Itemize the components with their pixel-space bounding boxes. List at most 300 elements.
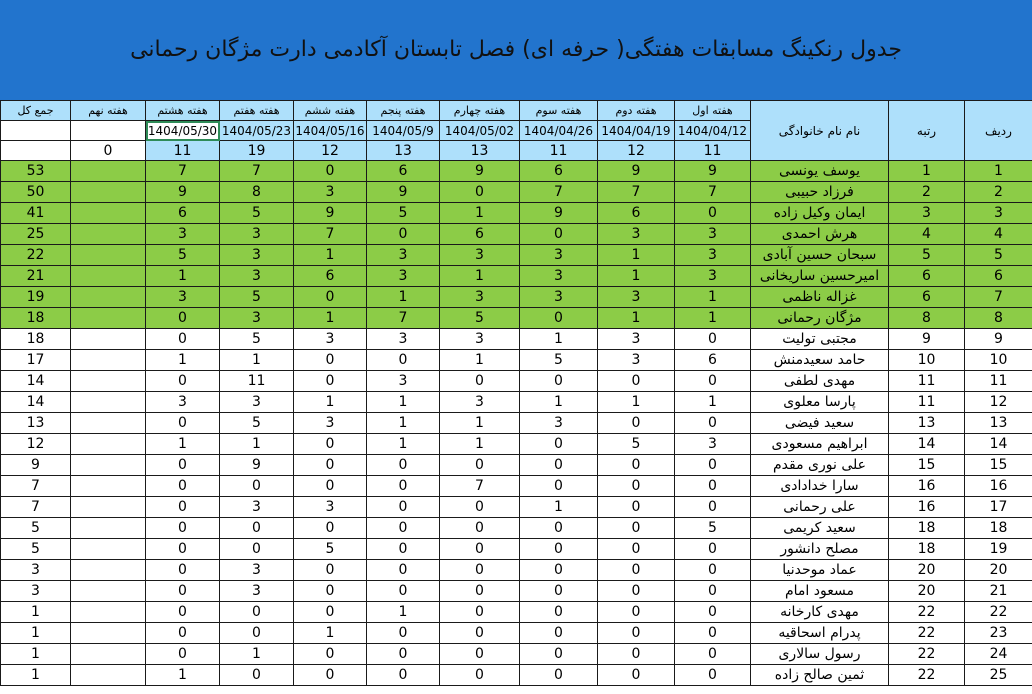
- row-number[interactable]: 12: [965, 392, 1032, 413]
- week6-cell[interactable]: 0: [294, 287, 367, 308]
- week1-cell[interactable]: 0: [675, 476, 751, 497]
- week6-cell[interactable]: 0: [294, 350, 367, 371]
- week3-cell[interactable]: 3: [520, 413, 598, 434]
- total-cell[interactable]: 50: [1, 182, 71, 203]
- week5-cell[interactable]: 0: [367, 350, 440, 371]
- total-cell[interactable]: 53: [1, 161, 71, 182]
- week4-cell[interactable]: 1: [440, 434, 520, 455]
- week5-cell[interactable]: 9: [367, 182, 440, 203]
- week5-cell[interactable]: 1: [367, 413, 440, 434]
- row-number[interactable]: 13: [965, 413, 1032, 434]
- rank-cell[interactable]: 20: [889, 560, 965, 581]
- week4-cell[interactable]: 0: [440, 518, 520, 539]
- total-cell[interactable]: 3: [1, 581, 71, 602]
- week2-cell[interactable]: 0: [598, 644, 675, 665]
- week8-cell[interactable]: 1: [146, 434, 220, 455]
- week3-count[interactable]: 11: [520, 141, 598, 161]
- total-cell[interactable]: 14: [1, 371, 71, 392]
- week7-cell[interactable]: 0: [220, 602, 294, 623]
- player-name[interactable]: سعید کریمی: [751, 518, 889, 539]
- week9-cell[interactable]: [71, 518, 146, 539]
- total-cell[interactable]: 19: [1, 287, 71, 308]
- week4-cell[interactable]: 0: [440, 581, 520, 602]
- week2-cell[interactable]: 1: [598, 392, 675, 413]
- total-cell[interactable]: 14: [1, 392, 71, 413]
- week4-cell[interactable]: 0: [440, 455, 520, 476]
- rank-cell[interactable]: 11: [889, 371, 965, 392]
- week1-cell[interactable]: 0: [675, 560, 751, 581]
- week6-cell[interactable]: 0: [294, 581, 367, 602]
- week4-cell[interactable]: 0: [440, 560, 520, 581]
- week3-cell[interactable]: 0: [520, 602, 598, 623]
- week8-cell[interactable]: 1: [146, 266, 220, 287]
- week7-cell[interactable]: 0: [220, 518, 294, 539]
- week6-count[interactable]: 12: [294, 141, 367, 161]
- week3-cell[interactable]: 0: [520, 308, 598, 329]
- week2-cell[interactable]: 1: [598, 245, 675, 266]
- week3-cell[interactable]: 5: [520, 350, 598, 371]
- week2-cell[interactable]: 0: [598, 455, 675, 476]
- week4-count[interactable]: 13: [440, 141, 520, 161]
- week5-cell[interactable]: 3: [367, 266, 440, 287]
- week1-cell[interactable]: 0: [675, 203, 751, 224]
- player-name[interactable]: ابراهیم مسعودی: [751, 434, 889, 455]
- week9-cell[interactable]: [71, 329, 146, 350]
- week7-cell[interactable]: 5: [220, 287, 294, 308]
- week2-label[interactable]: هفته دوم: [598, 101, 675, 121]
- row-number[interactable]: 24: [965, 644, 1032, 665]
- player-name[interactable]: مسعود امام: [751, 581, 889, 602]
- week6-cell[interactable]: 1: [294, 308, 367, 329]
- week7-cell[interactable]: 3: [220, 392, 294, 413]
- week4-cell[interactable]: 0: [440, 644, 520, 665]
- week2-cell[interactable]: 7: [598, 182, 675, 203]
- week6-cell[interactable]: 5: [294, 539, 367, 560]
- total-cell[interactable]: 17: [1, 350, 71, 371]
- week5-cell[interactable]: 0: [367, 476, 440, 497]
- player-name[interactable]: مصلح دانشور: [751, 539, 889, 560]
- week3-date[interactable]: 1404/04/26: [520, 121, 598, 141]
- week2-cell[interactable]: 6: [598, 203, 675, 224]
- week4-cell[interactable]: 0: [440, 371, 520, 392]
- row-number[interactable]: 7: [965, 287, 1032, 308]
- week1-cell[interactable]: 0: [675, 644, 751, 665]
- week2-cell[interactable]: 3: [598, 350, 675, 371]
- week7-cell[interactable]: 3: [220, 266, 294, 287]
- week6-cell[interactable]: 3: [294, 329, 367, 350]
- week8-cell[interactable]: 0: [146, 602, 220, 623]
- week4-cell[interactable]: 7: [440, 476, 520, 497]
- week5-cell[interactable]: 0: [367, 455, 440, 476]
- week4-cell[interactable]: 0: [440, 623, 520, 644]
- total-cell[interactable]: 12: [1, 434, 71, 455]
- week1-cell[interactable]: 0: [675, 539, 751, 560]
- week7-cell[interactable]: 9: [220, 455, 294, 476]
- week9-cell[interactable]: [71, 371, 146, 392]
- week8-cell[interactable]: 0: [146, 518, 220, 539]
- week8-cell[interactable]: 6: [146, 203, 220, 224]
- week4-cell[interactable]: 1: [440, 266, 520, 287]
- week9-cell[interactable]: [71, 644, 146, 665]
- row-number[interactable]: 6: [965, 266, 1032, 287]
- rank-cell[interactable]: 22: [889, 665, 965, 686]
- week8-cell[interactable]: 0: [146, 371, 220, 392]
- row-number[interactable]: 20: [965, 560, 1032, 581]
- player-name[interactable]: علی رحمانی: [751, 497, 889, 518]
- row-number[interactable]: 5: [965, 245, 1032, 266]
- week8-cell[interactable]: 0: [146, 581, 220, 602]
- rank-cell[interactable]: 22: [889, 602, 965, 623]
- week5-cell[interactable]: 1: [367, 287, 440, 308]
- week7-cell[interactable]: 7: [220, 161, 294, 182]
- week6-cell[interactable]: 0: [294, 560, 367, 581]
- total-cell[interactable]: 13: [1, 413, 71, 434]
- week1-cell[interactable]: 0: [675, 623, 751, 644]
- week8-cell[interactable]: 0: [146, 308, 220, 329]
- week6-cell[interactable]: 3: [294, 413, 367, 434]
- week7-cell[interactable]: 3: [220, 308, 294, 329]
- week6-cell[interactable]: 0: [294, 455, 367, 476]
- week4-cell[interactable]: 1: [440, 203, 520, 224]
- week8-cell[interactable]: 0: [146, 329, 220, 350]
- row-number[interactable]: 8: [965, 308, 1032, 329]
- player-name[interactable]: سارا خدادادی: [751, 476, 889, 497]
- week6-cell[interactable]: 1: [294, 245, 367, 266]
- week5-date[interactable]: 1404/05/9: [367, 121, 440, 141]
- week2-cell[interactable]: 0: [598, 413, 675, 434]
- week7-cell[interactable]: 0: [220, 623, 294, 644]
- week7-cell[interactable]: 1: [220, 350, 294, 371]
- week9-cell[interactable]: [71, 602, 146, 623]
- name-header[interactable]: نام نام خانوادگی: [751, 101, 889, 161]
- week7-date[interactable]: 1404/05/23: [220, 121, 294, 141]
- rank-cell[interactable]: 1: [889, 161, 965, 182]
- week3-cell[interactable]: 3: [520, 245, 598, 266]
- week3-cell[interactable]: 0: [520, 539, 598, 560]
- week5-cell[interactable]: 1: [367, 392, 440, 413]
- week3-cell[interactable]: 0: [520, 224, 598, 245]
- week3-cell[interactable]: 0: [520, 518, 598, 539]
- total-cell[interactable]: 18: [1, 308, 71, 329]
- rank-cell[interactable]: 2: [889, 182, 965, 203]
- week5-cell[interactable]: 1: [367, 434, 440, 455]
- week9-cell[interactable]: [71, 665, 146, 686]
- week4-cell[interactable]: 3: [440, 392, 520, 413]
- week4-cell[interactable]: 1: [440, 350, 520, 371]
- player-name[interactable]: حامد سعیدمنش: [751, 350, 889, 371]
- week5-cell[interactable]: 3: [367, 245, 440, 266]
- week6-cell[interactable]: 7: [294, 224, 367, 245]
- week1-cell[interactable]: 0: [675, 665, 751, 686]
- week2-cell[interactable]: 0: [598, 581, 675, 602]
- player-name[interactable]: عماد موحدنیا: [751, 560, 889, 581]
- week5-cell[interactable]: 0: [367, 581, 440, 602]
- rank-cell[interactable]: 16: [889, 476, 965, 497]
- week9-cell[interactable]: [71, 623, 146, 644]
- week5-cell[interactable]: 0: [367, 539, 440, 560]
- player-name[interactable]: مجتبی تولیت: [751, 329, 889, 350]
- week3-cell[interactable]: 1: [520, 497, 598, 518]
- player-name[interactable]: یوسف یونسی: [751, 161, 889, 182]
- week3-cell[interactable]: 0: [520, 581, 598, 602]
- week5-cell[interactable]: 6: [367, 161, 440, 182]
- week4-cell[interactable]: 6: [440, 224, 520, 245]
- week7-cell[interactable]: 11: [220, 371, 294, 392]
- week3-cell[interactable]: 3: [520, 287, 598, 308]
- week8-label[interactable]: هفته هشتم: [146, 101, 220, 121]
- row-number[interactable]: 1: [965, 161, 1032, 182]
- week6-cell[interactable]: 0: [294, 161, 367, 182]
- week1-cell[interactable]: 0: [675, 413, 751, 434]
- week5-cell[interactable]: 3: [367, 329, 440, 350]
- week2-cell[interactable]: 0: [598, 476, 675, 497]
- week1-label[interactable]: هفته اول: [675, 101, 751, 121]
- week2-cell[interactable]: 3: [598, 287, 675, 308]
- week3-cell[interactable]: 6: [520, 161, 598, 182]
- week2-cell[interactable]: 1: [598, 266, 675, 287]
- week8-cell[interactable]: 3: [146, 224, 220, 245]
- week8-cell[interactable]: 0: [146, 644, 220, 665]
- week6-cell[interactable]: 0: [294, 602, 367, 623]
- week9-cell[interactable]: [71, 287, 146, 308]
- week5-cell[interactable]: 0: [367, 560, 440, 581]
- week4-cell[interactable]: 0: [440, 497, 520, 518]
- player-name[interactable]: پارسا معلوی: [751, 392, 889, 413]
- week8-cell[interactable]: 3: [146, 392, 220, 413]
- row-number[interactable]: 23: [965, 623, 1032, 644]
- total-cell[interactable]: 1: [1, 623, 71, 644]
- rank-header[interactable]: رتبه: [889, 101, 965, 161]
- week5-cell[interactable]: 0: [367, 644, 440, 665]
- week1-cell[interactable]: 0: [675, 455, 751, 476]
- rank-cell[interactable]: 14: [889, 434, 965, 455]
- week2-cell[interactable]: 0: [598, 602, 675, 623]
- week9-cell[interactable]: [71, 350, 146, 371]
- week3-cell[interactable]: 7: [520, 182, 598, 203]
- week7-count[interactable]: 19: [220, 141, 294, 161]
- week9-cell[interactable]: [71, 497, 146, 518]
- week5-count[interactable]: 13: [367, 141, 440, 161]
- week4-cell[interactable]: 3: [440, 245, 520, 266]
- total-cell[interactable]: 22: [1, 245, 71, 266]
- week1-cell[interactable]: 0: [675, 329, 751, 350]
- week9-cell[interactable]: [71, 434, 146, 455]
- week4-cell[interactable]: 9: [440, 161, 520, 182]
- week6-cell[interactable]: 1: [294, 623, 367, 644]
- week6-cell[interactable]: 0: [294, 434, 367, 455]
- player-name[interactable]: هرش احمدی: [751, 224, 889, 245]
- total-cell[interactable]: 25: [1, 224, 71, 245]
- rank-cell[interactable]: 20: [889, 581, 965, 602]
- player-name[interactable]: غزاله ناظمی: [751, 287, 889, 308]
- week6-label[interactable]: هفته ششم: [294, 101, 367, 121]
- week9-cell[interactable]: [71, 413, 146, 434]
- week3-label[interactable]: هفته سوم: [520, 101, 598, 121]
- total-header[interactable]: جمع کل: [1, 101, 71, 121]
- row-number[interactable]: 14: [965, 434, 1032, 455]
- total-cell[interactable]: 1: [1, 644, 71, 665]
- rank-cell[interactable]: 13: [889, 413, 965, 434]
- row-number[interactable]: 15: [965, 455, 1032, 476]
- rank-cell[interactable]: 22: [889, 644, 965, 665]
- player-name[interactable]: رسول سالاری: [751, 644, 889, 665]
- week9-cell[interactable]: [71, 224, 146, 245]
- week1-cell[interactable]: 0: [675, 497, 751, 518]
- player-name[interactable]: ایمان وکیل زاده: [751, 203, 889, 224]
- week2-cell[interactable]: 0: [598, 371, 675, 392]
- week8-cell[interactable]: 0: [146, 455, 220, 476]
- week1-cell[interactable]: 6: [675, 350, 751, 371]
- total-count-cell[interactable]: [1, 141, 71, 161]
- week1-cell[interactable]: 1: [675, 287, 751, 308]
- week1-cell[interactable]: 3: [675, 245, 751, 266]
- row-number[interactable]: 22: [965, 602, 1032, 623]
- week7-cell[interactable]: 0: [220, 665, 294, 686]
- week2-cell[interactable]: 5: [598, 434, 675, 455]
- week7-cell[interactable]: 3: [220, 245, 294, 266]
- week6-cell[interactable]: 0: [294, 644, 367, 665]
- week4-cell[interactable]: 0: [440, 182, 520, 203]
- row-number[interactable]: 16: [965, 476, 1032, 497]
- rank-cell[interactable]: 16: [889, 497, 965, 518]
- week9-cell[interactable]: [71, 161, 146, 182]
- week1-cell[interactable]: 0: [675, 602, 751, 623]
- player-name[interactable]: فرزاد حبیبی: [751, 182, 889, 203]
- week2-cell[interactable]: 0: [598, 623, 675, 644]
- rank-cell[interactable]: 15: [889, 455, 965, 476]
- week6-cell[interactable]: 6: [294, 266, 367, 287]
- total-cell[interactable]: 1: [1, 602, 71, 623]
- week1-cell[interactable]: 0: [675, 371, 751, 392]
- rank-cell[interactable]: 6: [889, 266, 965, 287]
- week8-cell[interactable]: 0: [146, 413, 220, 434]
- week8-cell[interactable]: 0: [146, 497, 220, 518]
- total-cell[interactable]: 5: [1, 518, 71, 539]
- week1-cell[interactable]: 1: [675, 392, 751, 413]
- week6-cell[interactable]: 0: [294, 665, 367, 686]
- week6-cell[interactable]: 0: [294, 518, 367, 539]
- player-name[interactable]: ثمین صالح زاده: [751, 665, 889, 686]
- week3-cell[interactable]: 1: [520, 329, 598, 350]
- row-number[interactable]: 3: [965, 203, 1032, 224]
- week1-date[interactable]: 1404/04/12: [675, 121, 751, 141]
- week1-cell[interactable]: 9: [675, 161, 751, 182]
- week1-cell[interactable]: 7: [675, 182, 751, 203]
- week4-cell[interactable]: 1: [440, 413, 520, 434]
- week9-cell[interactable]: [71, 308, 146, 329]
- week7-cell[interactable]: 5: [220, 413, 294, 434]
- week7-cell[interactable]: 1: [220, 644, 294, 665]
- week6-cell[interactable]: 3: [294, 497, 367, 518]
- rank-cell[interactable]: 18: [889, 539, 965, 560]
- week9-cell[interactable]: [71, 476, 146, 497]
- week6-cell[interactable]: 0: [294, 371, 367, 392]
- row-number[interactable]: 4: [965, 224, 1032, 245]
- week3-cell[interactable]: 1: [520, 392, 598, 413]
- week4-cell[interactable]: 3: [440, 287, 520, 308]
- row-header[interactable]: ردیف: [965, 101, 1032, 161]
- week5-cell[interactable]: 7: [367, 308, 440, 329]
- week6-cell[interactable]: 0: [294, 476, 367, 497]
- week1-cell[interactable]: 1: [675, 308, 751, 329]
- week7-cell[interactable]: 3: [220, 224, 294, 245]
- player-name[interactable]: مژگان رحمانی: [751, 308, 889, 329]
- player-name[interactable]: مهدی کارخانه: [751, 602, 889, 623]
- week7-label[interactable]: هفته هفتم: [220, 101, 294, 121]
- rank-cell[interactable]: 8: [889, 308, 965, 329]
- week7-cell[interactable]: 8: [220, 182, 294, 203]
- week9-cell[interactable]: [71, 539, 146, 560]
- week8-cell[interactable]: 1: [146, 665, 220, 686]
- total-cell[interactable]: 18: [1, 329, 71, 350]
- week6-cell[interactable]: 3: [294, 182, 367, 203]
- row-number[interactable]: 11: [965, 371, 1032, 392]
- row-number[interactable]: 25: [965, 665, 1032, 686]
- week8-cell[interactable]: 7: [146, 161, 220, 182]
- week3-cell[interactable]: 0: [520, 623, 598, 644]
- week8-cell[interactable]: 0: [146, 560, 220, 581]
- week8-cell[interactable]: 0: [146, 476, 220, 497]
- week8-cell[interactable]: 5: [146, 245, 220, 266]
- week8-count[interactable]: 11: [146, 141, 220, 161]
- week3-cell[interactable]: 0: [520, 434, 598, 455]
- week4-cell[interactable]: 5: [440, 308, 520, 329]
- rank-cell[interactable]: 9: [889, 329, 965, 350]
- week9-cell[interactable]: [71, 581, 146, 602]
- week2-cell[interactable]: 0: [598, 665, 675, 686]
- total-cell[interactable]: 7: [1, 497, 71, 518]
- row-number[interactable]: 10: [965, 350, 1032, 371]
- week2-cell[interactable]: 0: [598, 518, 675, 539]
- week8-cell[interactable]: 0: [146, 539, 220, 560]
- week3-cell[interactable]: 0: [520, 560, 598, 581]
- week5-cell[interactable]: 3: [367, 371, 440, 392]
- week5-cell[interactable]: 0: [367, 518, 440, 539]
- week7-cell[interactable]: 3: [220, 560, 294, 581]
- week3-cell[interactable]: 0: [520, 455, 598, 476]
- week5-cell[interactable]: 5: [367, 203, 440, 224]
- week8-cell[interactable]: 3: [146, 287, 220, 308]
- rank-cell[interactable]: 18: [889, 518, 965, 539]
- week1-count[interactable]: 11: [675, 141, 751, 161]
- week3-cell[interactable]: 0: [520, 665, 598, 686]
- week4-label[interactable]: هفته چهارم: [440, 101, 520, 121]
- week9-cell[interactable]: [71, 245, 146, 266]
- week3-cell[interactable]: 0: [520, 476, 598, 497]
- week9-count[interactable]: 0: [71, 141, 146, 161]
- week6-date[interactable]: 1404/05/16: [294, 121, 367, 141]
- week7-cell[interactable]: 5: [220, 329, 294, 350]
- rank-cell[interactable]: 6: [889, 287, 965, 308]
- week1-cell[interactable]: 3: [675, 434, 751, 455]
- week6-cell[interactable]: 1: [294, 392, 367, 413]
- player-name[interactable]: علی نوری مقدم: [751, 455, 889, 476]
- week7-cell[interactable]: 3: [220, 581, 294, 602]
- week7-cell[interactable]: 0: [220, 539, 294, 560]
- total-date-cell[interactable]: [1, 121, 71, 141]
- week1-cell[interactable]: 5: [675, 518, 751, 539]
- week7-cell[interactable]: 5: [220, 203, 294, 224]
- week9-cell[interactable]: [71, 560, 146, 581]
- week2-cell[interactable]: 3: [598, 329, 675, 350]
- total-cell[interactable]: 41: [1, 203, 71, 224]
- player-name[interactable]: مهدی لطفی: [751, 371, 889, 392]
- player-name[interactable]: سعید فیضی: [751, 413, 889, 434]
- rank-cell[interactable]: 3: [889, 203, 965, 224]
- week5-label[interactable]: هفته پنجم: [367, 101, 440, 121]
- week2-cell[interactable]: 0: [598, 560, 675, 581]
- week7-cell[interactable]: 3: [220, 497, 294, 518]
